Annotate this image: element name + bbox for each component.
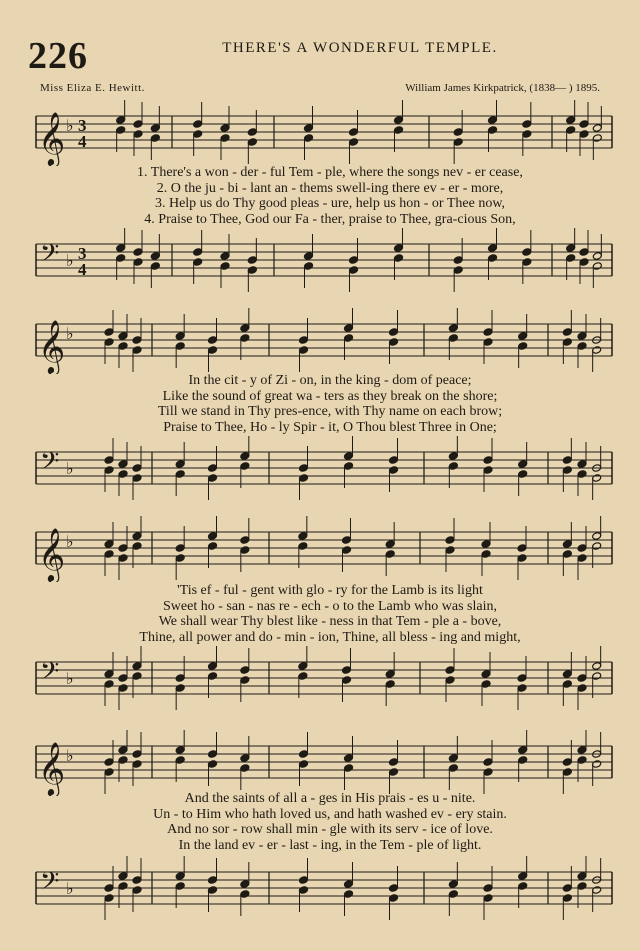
system-4-bass-staff <box>0 856 640 922</box>
note-head <box>344 334 354 343</box>
note-head <box>104 894 114 903</box>
note-head <box>132 346 142 355</box>
note-head <box>298 532 308 541</box>
note-head <box>104 680 114 689</box>
note-head <box>592 346 602 355</box>
note-head <box>385 680 395 689</box>
note-head <box>349 256 359 265</box>
note-head <box>579 248 589 257</box>
note-head <box>592 542 602 551</box>
note-head <box>385 550 395 559</box>
treble-clef-icon: 𝄞 <box>38 319 66 373</box>
key-flat-icon: ♭ <box>66 251 74 270</box>
note-head <box>445 546 455 555</box>
system-2-bass-staff <box>0 436 640 502</box>
note-head <box>481 540 491 549</box>
note-head <box>133 248 143 257</box>
note-head <box>577 684 587 693</box>
note-head <box>132 750 142 759</box>
note-head <box>208 760 218 769</box>
note-head <box>132 474 142 483</box>
note-head <box>445 536 455 545</box>
note-head <box>577 470 587 479</box>
note-head <box>577 544 587 553</box>
note-head <box>453 266 463 275</box>
note-head <box>592 662 602 671</box>
note-head <box>488 116 498 125</box>
note-head <box>240 764 250 773</box>
note-head <box>518 342 528 351</box>
note-head <box>592 134 602 143</box>
time-signature-top: 3 <box>78 244 87 263</box>
note-head <box>240 462 250 471</box>
note-head <box>299 336 309 345</box>
system-4-lyrics <box>60 791 600 853</box>
note-head <box>133 120 143 129</box>
note-head <box>132 876 142 885</box>
note-head <box>481 550 491 559</box>
note-head <box>577 554 587 563</box>
note-head <box>448 462 458 471</box>
note-head <box>483 884 493 893</box>
note-head <box>389 338 399 347</box>
lyric-line: Sweet ho - san - nas re - ech - o to the Lamb who was slain, <box>163 598 497 614</box>
note-head <box>518 460 528 469</box>
note-head <box>193 120 203 129</box>
note-head <box>118 470 128 479</box>
note-head <box>344 754 354 763</box>
lyric-line: And the saints of all a - ges in His prais - es u - nite. <box>184 791 476 806</box>
note-head <box>562 884 572 893</box>
note-head <box>562 894 572 903</box>
note-head <box>208 542 218 551</box>
note-head <box>483 456 493 465</box>
note-head <box>299 876 309 885</box>
system-2-treble-staff <box>0 308 640 374</box>
note-head <box>453 128 463 137</box>
key-flat-icon: ♭ <box>66 324 74 343</box>
note-head <box>483 328 493 337</box>
note-head <box>445 666 455 675</box>
note-head <box>448 764 458 773</box>
composer-credit: William James Kirkpatrick, (1838— ) 1895. <box>405 82 600 94</box>
hymn-title: THERE'S A WONDERFUL TEMPLE. <box>222 40 498 56</box>
note-head <box>304 252 314 261</box>
note-head <box>104 768 114 777</box>
note-head <box>240 536 250 545</box>
note-head <box>481 680 491 689</box>
note-head <box>592 672 602 681</box>
note-head <box>240 546 250 555</box>
note-head <box>208 672 218 681</box>
note-head <box>445 676 455 685</box>
note-head <box>517 554 527 563</box>
note-head <box>344 764 354 773</box>
note-head <box>577 756 587 765</box>
note-head <box>517 684 527 693</box>
note-head <box>562 550 572 559</box>
note-head <box>299 750 309 759</box>
note-head <box>562 466 572 475</box>
note-head <box>448 324 458 333</box>
note-head <box>566 116 576 125</box>
note-head <box>104 670 114 679</box>
note-head <box>448 890 458 899</box>
time-signature-bottom: 4 <box>78 260 87 279</box>
note-head <box>342 666 352 675</box>
note-head <box>389 466 399 475</box>
system-1-lyrics <box>60 165 600 227</box>
note-head <box>579 120 589 129</box>
note-head <box>518 746 528 755</box>
time-signature-top: 3 <box>78 116 87 135</box>
note-head <box>247 128 257 137</box>
note-head <box>304 124 314 133</box>
note-head <box>385 540 395 549</box>
note-head <box>150 262 160 271</box>
note-head <box>592 262 602 271</box>
note-head <box>193 248 203 257</box>
note-head <box>208 464 218 473</box>
system-3-lyrics <box>60 583 600 645</box>
note-head <box>208 876 218 885</box>
lyric-line: Till we stand in Thy pres-ence, with Thy name on each brow; <box>157 404 503 419</box>
note-head <box>562 540 572 549</box>
note-head <box>349 128 359 137</box>
system-2-lyrics <box>60 373 600 435</box>
note-head <box>240 324 250 333</box>
note-head <box>104 456 114 465</box>
lyric-line: In the land ev - er - last - ing, in the Tem - ple of light. <box>178 837 482 853</box>
note-head <box>220 124 230 133</box>
note-head <box>247 266 257 275</box>
note-head <box>118 332 128 341</box>
note-head <box>104 338 114 347</box>
note-head <box>116 244 126 253</box>
note-head <box>247 138 257 147</box>
note-head <box>592 124 602 133</box>
bass-clef-icon: 𝄢 <box>40 657 60 692</box>
note-head <box>483 338 493 347</box>
note-head <box>518 882 528 891</box>
note-head <box>389 884 399 893</box>
note-head <box>193 258 203 267</box>
note-head <box>522 248 532 257</box>
treble-clef-icon: 𝄞 <box>38 527 66 581</box>
note-head <box>208 346 218 355</box>
note-head <box>175 746 185 755</box>
note-head <box>298 662 308 671</box>
bass-clef-icon: 𝄢 <box>40 447 60 482</box>
lyric-line: Un - to Him who hath loved us, and hath washed ev - ery stain. <box>153 806 507 822</box>
lyric-line: 3. Help us do Thy good pleas - ure, help us hon - or Thee now, <box>154 196 506 211</box>
note-head <box>448 880 458 889</box>
note-head <box>299 464 309 473</box>
note-head <box>344 452 354 461</box>
system-1-treble-staff <box>0 100 640 166</box>
note-head <box>104 328 114 337</box>
note-head <box>118 460 128 469</box>
note-head <box>208 662 218 671</box>
bass-clef-icon: 𝄢 <box>40 239 60 274</box>
note-head <box>116 126 126 135</box>
note-head <box>240 890 250 899</box>
note-head <box>118 872 128 881</box>
note-head <box>453 256 463 265</box>
note-head <box>240 666 250 675</box>
note-head <box>562 680 572 689</box>
note-head <box>577 674 587 683</box>
note-head <box>481 670 491 679</box>
note-head <box>448 754 458 763</box>
note-head <box>483 758 493 767</box>
treble-clef-icon: 𝄞 <box>38 741 66 795</box>
note-head <box>566 126 576 135</box>
note-head <box>342 536 352 545</box>
lyric-line: 4. Praise to Thee, God our Fa - ther, praise to Thee, gra-cious Son, <box>144 211 516 227</box>
note-head <box>522 258 532 267</box>
note-head <box>517 674 527 683</box>
note-head <box>208 532 218 541</box>
note-head <box>299 886 309 895</box>
note-head <box>592 886 602 895</box>
note-head <box>118 756 128 765</box>
note-head <box>349 138 359 147</box>
system-3-treble-staff <box>0 516 640 582</box>
note-head <box>299 346 309 355</box>
note-head <box>175 460 185 469</box>
note-head <box>577 460 587 469</box>
note-head <box>220 134 230 143</box>
note-head <box>488 126 498 135</box>
note-head <box>448 452 458 461</box>
note-head <box>453 138 463 147</box>
note-head <box>118 554 128 563</box>
note-head <box>240 880 250 889</box>
note-head <box>240 452 250 461</box>
note-head <box>150 134 160 143</box>
note-head <box>175 554 185 563</box>
lyric-line: We shall wear Thy blest like - ness in that Tem - ple a - bove, <box>158 614 502 629</box>
note-head <box>116 116 126 125</box>
note-head <box>522 120 532 129</box>
lyric-line: 1. There's a won - der - ful Tem - ple, where the songs nev - er cease, <box>137 165 523 180</box>
note-head <box>132 760 142 769</box>
note-head <box>342 546 352 555</box>
note-head <box>118 544 128 553</box>
note-head <box>118 882 128 891</box>
note-head <box>132 542 142 551</box>
system-4-treble-staff <box>0 730 640 796</box>
note-head <box>132 336 142 345</box>
note-head <box>394 244 404 253</box>
note-head <box>133 130 143 139</box>
treble-clef-icon: 𝄞 <box>38 111 66 165</box>
note-head <box>175 332 185 341</box>
note-head <box>389 758 399 767</box>
note-head <box>562 328 572 337</box>
note-head <box>522 130 532 139</box>
note-head <box>344 880 354 889</box>
note-head <box>175 674 185 683</box>
note-head <box>175 882 185 891</box>
note-head <box>562 456 572 465</box>
note-head <box>518 872 528 881</box>
note-head <box>175 470 185 479</box>
lyric-line: Thine, all power and do - min - ion, Thine, all bless - ing and might, <box>139 629 521 645</box>
note-head <box>592 474 602 483</box>
note-head <box>104 758 114 767</box>
note-head <box>208 886 218 895</box>
note-head <box>344 462 354 471</box>
note-head <box>394 116 404 125</box>
note-head <box>518 756 528 765</box>
note-head <box>208 336 218 345</box>
note-head <box>562 758 572 767</box>
lyric-line: And no sor - row shall min - gle with its serv - ice of love. <box>167 822 493 837</box>
note-head <box>175 342 185 351</box>
key-flat-icon: ♭ <box>66 879 74 898</box>
time-signature-bottom: 4 <box>78 132 87 151</box>
note-head <box>483 768 493 777</box>
note-head <box>208 750 218 759</box>
note-head <box>175 544 185 553</box>
key-flat-icon: ♭ <box>66 116 74 135</box>
note-head <box>518 332 528 341</box>
note-head <box>562 338 572 347</box>
note-head <box>118 674 128 683</box>
note-head <box>349 266 359 275</box>
note-head <box>104 540 114 549</box>
note-head <box>577 872 587 881</box>
system-1-bass-staff <box>0 228 640 294</box>
lyric-line: 'Tis ef - ful - gent with glo - ry for the Lamb is its light <box>177 583 483 598</box>
hymn-number: 226 <box>28 35 88 77</box>
note-head <box>394 126 404 135</box>
system-3-bass-staff <box>0 646 640 712</box>
lyric-line: 2. O the ju - bi - lant an - thems swell-ing there ev - er - more, <box>156 180 504 196</box>
note-head <box>592 760 602 769</box>
note-head <box>389 328 399 337</box>
note-head <box>517 544 527 553</box>
lyric-line: Praise to Thee, Ho - ly Spir - it, O Thou blest Three in One; <box>163 419 497 435</box>
note-head <box>298 542 308 551</box>
note-head <box>577 342 587 351</box>
note-head <box>592 252 602 261</box>
lyric-line: Like the sound of great wa - ters as they break on the shore; <box>162 388 498 404</box>
note-head <box>344 890 354 899</box>
note-head <box>389 456 399 465</box>
note-head <box>240 676 250 685</box>
note-head <box>577 882 587 891</box>
note-head <box>483 894 493 903</box>
note-head <box>208 474 218 483</box>
note-head <box>175 684 185 693</box>
key-flat-icon: ♭ <box>66 746 74 765</box>
note-head <box>247 256 257 265</box>
note-head <box>344 324 354 333</box>
note-head <box>579 130 589 139</box>
note-head <box>566 244 576 253</box>
bass-clef-icon: 𝄢 <box>40 867 60 902</box>
key-flat-icon: ♭ <box>66 459 74 478</box>
note-head <box>132 532 142 541</box>
note-head <box>304 134 314 143</box>
key-flat-icon: ♭ <box>66 532 74 551</box>
note-head <box>132 662 142 671</box>
note-head <box>592 532 602 541</box>
note-head <box>175 872 185 881</box>
note-head <box>104 884 114 893</box>
note-head <box>132 672 142 681</box>
note-head <box>389 894 399 903</box>
lyric-line: In the cit - y of Zi - on, in the king - dom of peace; <box>188 373 472 388</box>
note-head <box>175 756 185 765</box>
note-head <box>133 258 143 267</box>
note-head <box>193 130 203 139</box>
note-head <box>132 886 142 895</box>
note-head <box>488 254 498 263</box>
note-head <box>240 754 250 763</box>
note-head <box>104 550 114 559</box>
note-head <box>150 252 160 261</box>
note-head <box>577 332 587 341</box>
note-head <box>488 244 498 253</box>
note-head <box>132 464 142 473</box>
note-head <box>483 466 493 475</box>
note-head <box>579 258 589 267</box>
note-head <box>240 334 250 343</box>
note-head <box>304 262 314 271</box>
note-head <box>118 684 128 693</box>
note-head <box>577 746 587 755</box>
note-head <box>220 252 230 261</box>
note-head <box>448 334 458 343</box>
note-head <box>104 466 114 475</box>
note-head <box>299 760 309 769</box>
note-head <box>118 746 128 755</box>
note-head <box>342 676 352 685</box>
note-head <box>518 470 528 479</box>
note-head <box>562 768 572 777</box>
note-head <box>116 254 126 263</box>
note-head <box>118 342 128 351</box>
note-head <box>299 474 309 483</box>
note-head <box>298 672 308 681</box>
note-head <box>562 670 572 679</box>
note-head <box>394 254 404 263</box>
note-head <box>150 124 160 133</box>
note-head <box>566 254 576 263</box>
note-head <box>220 262 230 271</box>
author-credit: Miss Eliza E. Hewitt. <box>40 82 145 94</box>
note-head <box>389 768 399 777</box>
key-flat-icon: ♭ <box>66 669 74 688</box>
note-head <box>385 670 395 679</box>
